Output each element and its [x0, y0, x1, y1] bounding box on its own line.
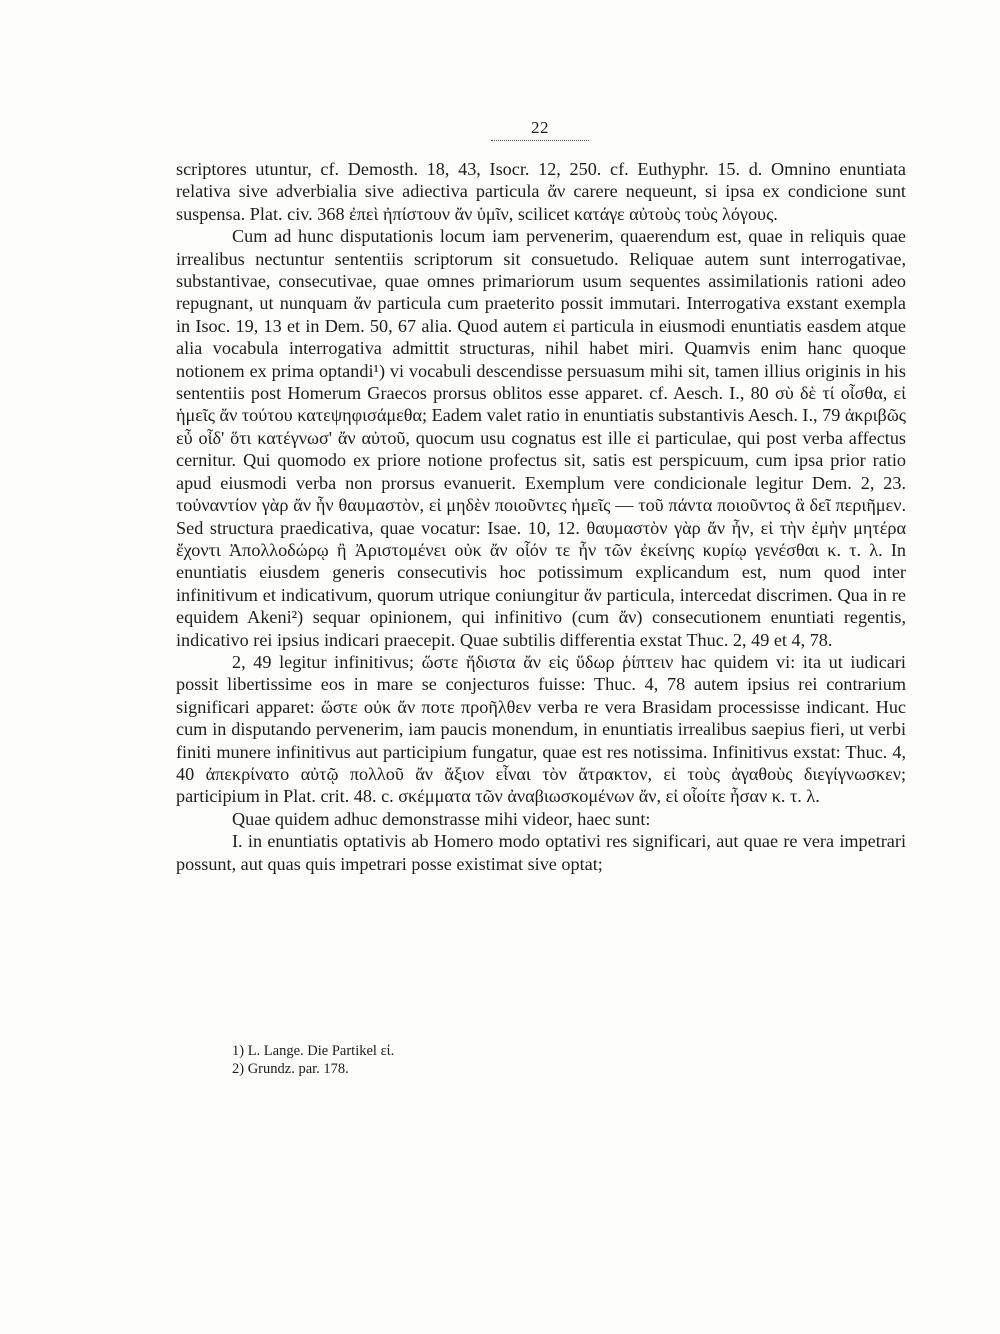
- page-number: [0, 118, 1000, 141]
- footnote-1: 1) L. Lange. Die Partikel εἰ.: [232, 1043, 395, 1059]
- page-number-text: 22: [491, 118, 589, 141]
- paragraph-1: scriptores utuntur, cf. Demosth. 18, 43, Isocr. 12, 250. cf. Euthyphr. 15. d. Omnino enuntiata relativa sive adverbialia sive adiectiva particula ἄν carere nequeunt, si ipsa ex condicione sunt suspensa. Plat. civ. 368 ἐπεὶ ἠπίστουν ἄν ὑμῖν, scilicet κατάγε αὐτοὺς τοὺς λόγους.: [176, 159, 906, 224]
- body-text: [176, 158, 906, 875]
- paragraph-3: 2, 49 legitur infinitivus; ὥστε ἥδιστα ἄν εἰς ὕδωρ ῥίπτειν hac quidem vi: ita ut iudicari possit libertissime eos in mare se conjecturos fuisse: Thuc. 4, 78 autem ipsius rei contrarium significari apparet: ὥστε οὐκ ἄν ποτε προῆλθεν verba re vera Brasidam processisse indicant. Huc cum in disputando pervenerim, iam paucis monendum, in enuntiatis irrealibus saepius fieri, ut verbi finiti munere infinitivus aut participium fungatur, quae est res notissima. Infinitivus exstat: Thuc. 4, 40 ἀπεκρίνατο αὐτῷ πολλοῦ ἄν ἄξιον εἶναι τὸν ἄτρακτον, εἰ τοὺς ἀγαθοὺς διεγίγνωσκεν; participium in Plat. crit. 48. c. σκέμματα τῶν ἀναβιωσκομένων ἄν, εἰ οἷοίτε ἦσαν κ. τ. λ.: [176, 651, 906, 807]
- paragraph-5: I. in enuntiatis optativis ab Homero modo optativi res significari, aut quae re vera impetrari possunt, aut quas quis impetrari posse existimat sive optat;: [176, 831, 906, 874]
- footnote-2: 2) Grundz. par. 178.: [232, 1061, 349, 1077]
- footnotes: [232, 1042, 832, 1078]
- paragraph-2: Cum ad hunc disputationis locum iam pervenerim, quaerendum est, quae in reliquis quae irrealibus nectuntur sententiis scriptorum sit consuetudo. Reliquae autem sunt interrogativae, substantivae, consecutivae, quae omnes primariorum usum sequentes assimilationis rationi adeo repugnant, ut nunquam ἄν particula cum praeterito possit immutari. Interrogativa exstant exempla in Isoc. 19, 13 et in Dem. 50, 67 alia. Quod autem εἰ particula in eiusmodi enuntiatis easdem atque alia vocabula interrogativa admittit structuras, nihil habet miri. Quamvis enim hanc quoque notionem ex prima optandi¹) vi vocabuli descendisse persuasum mihi sit, tamen illius originis in his sententiis post Homerum Graecos prorsus oblitos esse apparet. cf. Aesch. I., 80 σὺ δὲ τί οἶσθα, εἰ ἡμεῖς ἄν τούτου κατεψηφισάμεθα; Eadem valet ratio in enuntiatis substantivis Aesch. I., 79 ἀκριβῶς εὖ οἶδ' ὅτι κατέγνωσ' ἄν αὐτοῦ, quocum usu cognatus est ille εἰ particulae, qui post verba affectus cernitur. Qui quomodo ex priore notione profectus sit, satis est perspicuum, cum ipsa prior ratio apud eiusmodi verba non prorsus evanuerit. Exemplum vere condicionale legitur Dem. 2, 23. τοὐναντίον γὰρ ἄν ἦν θαυμαστὸν, εἰ μηδὲν ποιοῦντες ἡμεῖς — τοῦ πάντα ποιοῦντος ἃ δεῖ περιῆμεν. Sed structura praedicativa, quae vocatur: Isae. 10, 12. θαυμαστὸν γὰρ ἄν ἦν, εἰ τὴν ἐμὴν μητέρα ἔχοντι Ἀπολλοδώρῳ ἢ Ἀριστομένει οὐκ ἄν οἷόν τε ἦν τῶν ἐκείνης κυρίῳ γενέσθαι κ. τ. λ. In enuntiatis eiusdem generis consecutivis hoc potissimum explicandum est, num quod inter infinitivum et indicativum, quorum utrique coniungitur ἄν particula, intercedat discrimen. Qua in re equidem Akeni²) sequar opinionem, qui infinitivo (cum ἄν) consecutionem enuntiati regentis, indicativo rei ipsius indicari praecepit. Quae subtilis differentia exstat Thuc. 2, 49 et 4, 78.: [176, 226, 906, 650]
- paragraph-4: Quae quidem adhuc demonstrasse mihi videor, haec sunt:: [232, 808, 651, 829]
